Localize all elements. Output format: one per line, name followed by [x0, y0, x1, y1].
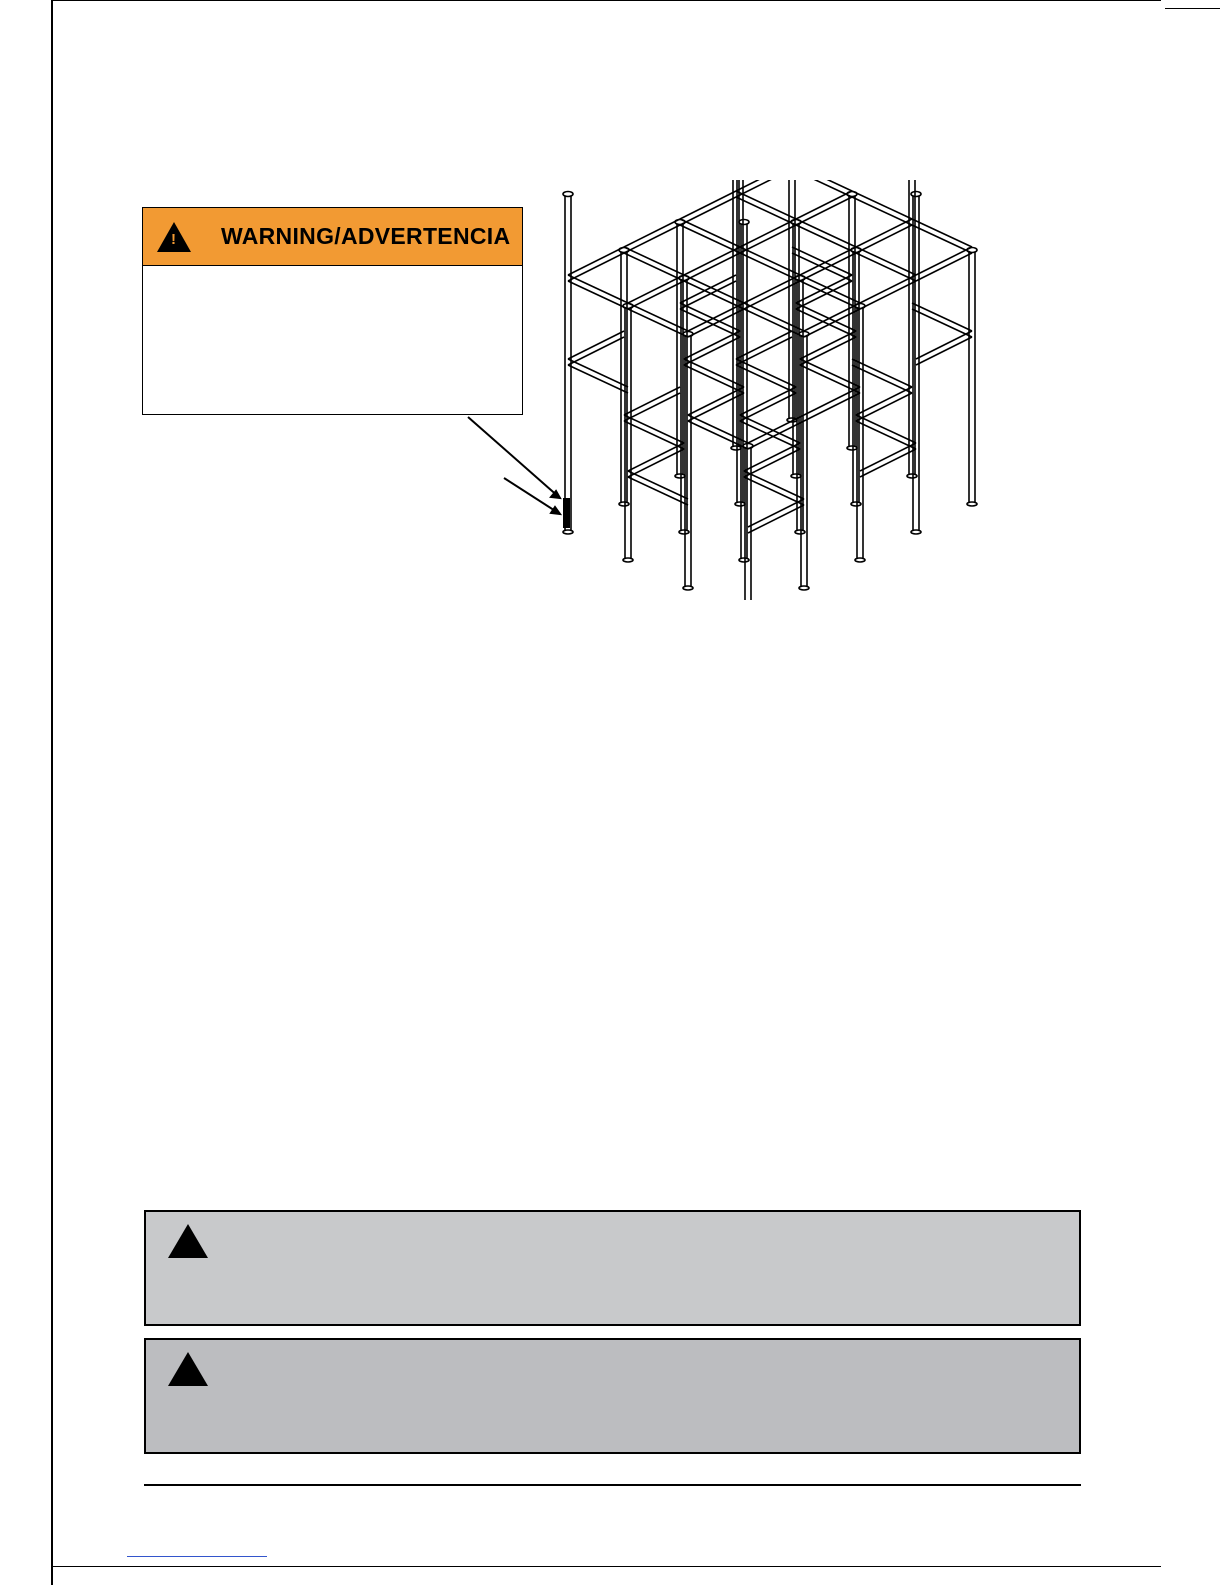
page-border-bottom [51, 1566, 1161, 1567]
callout-arrows [468, 417, 560, 514]
warning-triangle-icon: ! [157, 222, 191, 252]
warning-triangle-icon [168, 1352, 208, 1386]
climbing-frame-diagram [460, 180, 1020, 600]
warning-triangle-icon [168, 1224, 208, 1258]
footer-link-underline[interactable] [127, 1556, 267, 1557]
label-location-marker [563, 498, 570, 528]
page-border-top [51, 0, 1161, 1]
footer-rule [144, 1484, 1081, 1486]
warning-callout-1 [144, 1210, 1081, 1326]
warning-label-title: WARNING/ADVERTENCIA [221, 223, 511, 249]
page-corner-mark [1165, 8, 1220, 9]
page-border-left [51, 0, 53, 1585]
warning-callout-2 [144, 1338, 1081, 1454]
